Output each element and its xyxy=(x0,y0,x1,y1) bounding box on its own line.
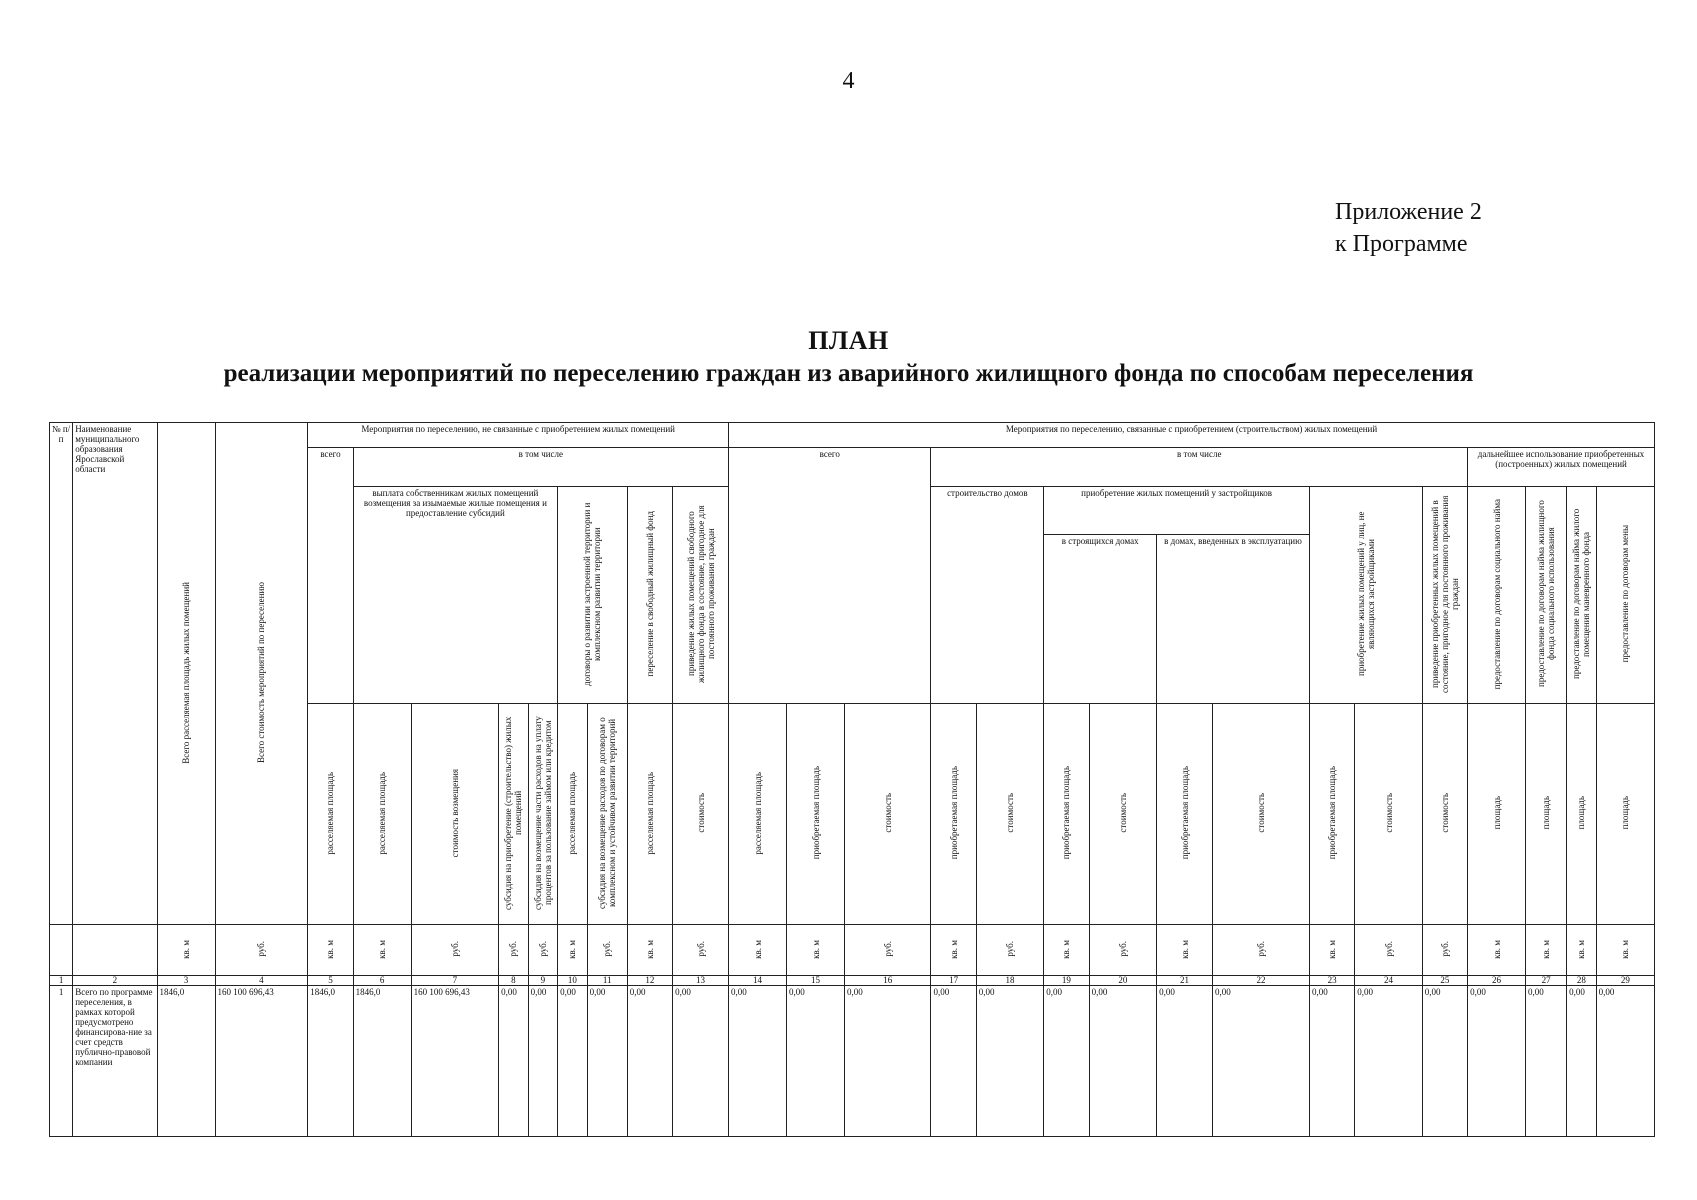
unit-col-24: руб. xyxy=(1355,925,1422,976)
unit-col-26: кв. м xyxy=(1468,925,1526,976)
unit-col-7: руб. xyxy=(411,925,499,976)
value-cell: 1846,0 xyxy=(353,986,411,1137)
header-exchange: предоставление по договорам мены xyxy=(1596,487,1654,704)
value-cell: 0,00 xyxy=(729,986,787,1137)
column-number: 25 xyxy=(1422,976,1467,986)
page-number: 4 xyxy=(842,68,855,94)
unit-col-1 xyxy=(50,925,73,976)
value-cell: 0,00 xyxy=(558,986,588,1137)
col-18-title: стоимость xyxy=(976,704,1043,925)
header-from-persons: приобретение жилых помещений у лиц, не являющихся застройщиками xyxy=(1309,487,1422,704)
col-9-title: субсидия на возмещение части расходов на уплату процентов за пользование займом или кредитом xyxy=(528,704,558,925)
value-cell: 0,00 xyxy=(1567,986,1597,1137)
value-cell: 0,00 xyxy=(1309,986,1354,1137)
header-construction: строительство домов xyxy=(931,487,1044,704)
column-number: 9 xyxy=(528,976,558,986)
col-14-title: расселяемая площадь xyxy=(729,704,787,925)
unit-col-11: руб. xyxy=(587,925,627,976)
value-cell: 160 100 696,43 xyxy=(411,986,499,1137)
appendix-line-2: к Программе xyxy=(1335,231,1468,257)
column-number: 1 xyxy=(50,976,73,986)
value-cell: 0,00 xyxy=(1422,986,1467,1137)
column-number: 17 xyxy=(931,976,976,986)
col-24-title: стоимость xyxy=(1355,704,1422,925)
header-under-construction: в строящихся домах xyxy=(1044,535,1157,704)
column-number: 28 xyxy=(1567,976,1597,986)
value-cell: 0,00 xyxy=(787,986,845,1137)
col-27-title: площадь xyxy=(1526,704,1567,925)
header-development-contracts: договоры о развитии застроенной территории и комплексном развитии территории xyxy=(558,487,628,704)
header-free-fund: переселение в свободный жилищный фонд xyxy=(627,487,672,704)
header-bring-acquired: приведение приобретенных жилых помещений в состояние, пригодное для постоянного проживания граждан xyxy=(1422,487,1467,704)
column-number: 4 xyxy=(215,976,308,986)
column-number: 12 xyxy=(627,976,672,986)
column-number: 27 xyxy=(1526,976,1567,986)
value-cell: 0,00 xyxy=(845,986,931,1137)
header-total-area: Всего расселяемая площадь жилых помещений xyxy=(157,423,215,925)
header-bring-free-fund: приведение жилых помещений свободного жилищного фонда в состояние, пригодное для постоянного проживания граждан xyxy=(673,487,729,704)
column-number: 11 xyxy=(587,976,627,986)
value-cell: 0,00 xyxy=(499,986,529,1137)
value-cell: 0,00 xyxy=(1089,986,1156,1137)
col-15-title: приобретаемая площадь xyxy=(787,704,845,925)
value-cell: 0,00 xyxy=(587,986,627,1137)
header-social-use-rent: предоставление по договорам найма жилищного фонда социального использования xyxy=(1526,487,1567,704)
column-number: 10 xyxy=(558,976,588,986)
unit-col-8: руб. xyxy=(499,925,529,976)
col-29-title: площадь xyxy=(1596,704,1654,925)
column-number: 18 xyxy=(976,976,1043,986)
column-number: 29 xyxy=(1596,976,1654,986)
col-8-title: субсидия на приобретение (строительство) жилых помещений xyxy=(499,704,529,925)
header-total-cost: Всего стоимость мероприятий по переселению xyxy=(215,423,308,925)
appendix-line-1: Приложение 2 xyxy=(1335,199,1482,225)
col-5-title: расселяемая площадь xyxy=(308,704,353,925)
unit-col-17: кв. м xyxy=(931,925,976,976)
unit-col-28: кв. м xyxy=(1567,925,1597,976)
col-10-title: расселяемая площадь xyxy=(558,704,588,925)
header-no: № п/п xyxy=(50,423,73,925)
column-number: 13 xyxy=(673,976,729,986)
col-25-title: стоимость xyxy=(1422,704,1467,925)
unit-col-27: кв. м xyxy=(1526,925,1567,976)
column-number: 16 xyxy=(845,976,931,986)
unit-col-16: руб. xyxy=(845,925,931,976)
value-cell: 0,00 xyxy=(1355,986,1422,1137)
unit-col-5: кв. м xyxy=(308,925,353,976)
unit-col-21: кв. м xyxy=(1157,925,1213,976)
header-payout: выплата собственникам жилых помещений возмещения за изымаемые жилые помещения и предоставление субсидий xyxy=(353,487,558,704)
col-22-title: стоимость xyxy=(1212,704,1309,925)
column-number: 5 xyxy=(308,976,353,986)
header-municipality-name: Наименование муниципального образования Ярославской области xyxy=(73,423,157,925)
column-number: 24 xyxy=(1355,976,1422,986)
col-23-title: приобретаемая площадь xyxy=(1309,704,1354,925)
column-number: 14 xyxy=(729,976,787,986)
column-number: 7 xyxy=(411,976,499,986)
header-further-use: дальнейшее использование приобретенных (построенных) жилых помещений xyxy=(1468,448,1655,487)
value-cell: 0,00 xyxy=(1468,986,1526,1137)
column-number: 3 xyxy=(157,976,215,986)
header-in-operation: в домах, введенных в эксплуатацию xyxy=(1157,535,1310,704)
col-7-title: стоимость возмещения xyxy=(411,704,499,925)
col-13-title: стоимость xyxy=(673,704,729,925)
unit-col-18: руб. xyxy=(976,925,1043,976)
unit-col-2 xyxy=(73,925,157,976)
value-cell: 0,00 xyxy=(528,986,558,1137)
document-title: ПЛАН xyxy=(808,326,889,355)
header-maneuver-rent: предоставление по договорам найма жилого помещения маневренного фонда xyxy=(1567,487,1597,704)
unit-col-4: руб. xyxy=(215,925,308,976)
value-cell: 0,00 xyxy=(627,986,672,1137)
header-social-rent: предоставление по договорам социального найма xyxy=(1468,487,1526,704)
column-number: 20 xyxy=(1089,976,1156,986)
column-number: 19 xyxy=(1044,976,1089,986)
column-number: 2 xyxy=(73,976,157,986)
unit-col-6: кв. м xyxy=(353,925,411,976)
unit-col-20: руб. xyxy=(1089,925,1156,976)
document-subtitle: реализации мероприятий по переселению граждан из аварийного жилищного фонда по способам переселения xyxy=(223,360,1474,387)
value-cell: 0,00 xyxy=(976,986,1043,1137)
value-cell: 0,00 xyxy=(931,986,976,1137)
header-group-unrelated: Мероприятия по переселению, не связанные с приобретением жилых помещений xyxy=(308,423,729,448)
col-16-title: стоимость xyxy=(845,704,931,925)
col-17-title: приобретаемая площадь xyxy=(931,704,976,925)
column-number: 22 xyxy=(1212,976,1309,986)
header-related-including: в том числе xyxy=(931,448,1468,487)
header-unrelated-total: всего xyxy=(308,448,353,704)
col-12-title: расселяемая площадь xyxy=(627,704,672,925)
value-cell: 1846,0 xyxy=(308,986,353,1137)
col-19-title: приобретаемая площадь xyxy=(1044,704,1089,925)
value-cell: 0,00 xyxy=(1044,986,1089,1137)
value-cell: 0,00 xyxy=(1157,986,1213,1137)
col-6-title: расселяемая площадь xyxy=(353,704,411,925)
col-21-title: приобретаемая площадь xyxy=(1157,704,1213,925)
value-cell: 0,00 xyxy=(673,986,729,1137)
header-group-related: Мероприятия по переселению, связанные с приобретением (строительством) жилых помещений xyxy=(729,423,1655,448)
value-cell: 0,00 xyxy=(1596,986,1654,1137)
row-number-cell: 1 xyxy=(50,986,73,1137)
col-20-title: стоимость xyxy=(1089,704,1156,925)
unit-col-29: кв. м xyxy=(1596,925,1654,976)
column-number: 26 xyxy=(1468,976,1526,986)
value-cell: 160 100 696,43 xyxy=(215,986,308,1137)
col-26-title: площадь xyxy=(1468,704,1526,925)
value-cell: 0,00 xyxy=(1212,986,1309,1137)
unit-col-19: кв. м xyxy=(1044,925,1089,976)
column-number: 23 xyxy=(1309,976,1354,986)
unit-col-9: руб. xyxy=(528,925,558,976)
column-number: 6 xyxy=(353,976,411,986)
unit-col-23: кв. м xyxy=(1309,925,1354,976)
header-unrelated-including: в том числе xyxy=(353,448,728,487)
unit-col-3: кв. м xyxy=(157,925,215,976)
appendix-caption xyxy=(1335,196,1482,260)
unit-col-25: руб. xyxy=(1422,925,1467,976)
unit-col-15: кв. м xyxy=(787,925,845,976)
header-from-developers: приобретение жилых помещений у застройщиков xyxy=(1044,487,1310,535)
unit-col-14: кв. м xyxy=(729,925,787,976)
row-name-cell: Всего по программе переселения, в рамках которой предусмотрено финансирова-ние за счет средств публично-правовой компании xyxy=(73,986,157,1137)
plan-table xyxy=(49,422,1655,1137)
plan-table-wrapper xyxy=(49,422,1655,1137)
unit-col-10: кв. м xyxy=(558,925,588,976)
value-cell: 1846,0 xyxy=(157,986,215,1137)
column-number: 21 xyxy=(1157,976,1213,986)
unit-col-13: руб. xyxy=(673,925,729,976)
col-11-title: субсидия на возмещение расходов по договорам о комплексном и устойчивом развитии территорий xyxy=(587,704,627,925)
col-28-title: площадь xyxy=(1567,704,1597,925)
column-number: 8 xyxy=(499,976,529,986)
column-number: 15 xyxy=(787,976,845,986)
unit-col-22: руб. xyxy=(1212,925,1309,976)
header-related-total: всего xyxy=(729,448,931,704)
value-cell: 0,00 xyxy=(1526,986,1567,1137)
unit-col-12: кв. м xyxy=(627,925,672,976)
table-row xyxy=(50,986,1655,1137)
